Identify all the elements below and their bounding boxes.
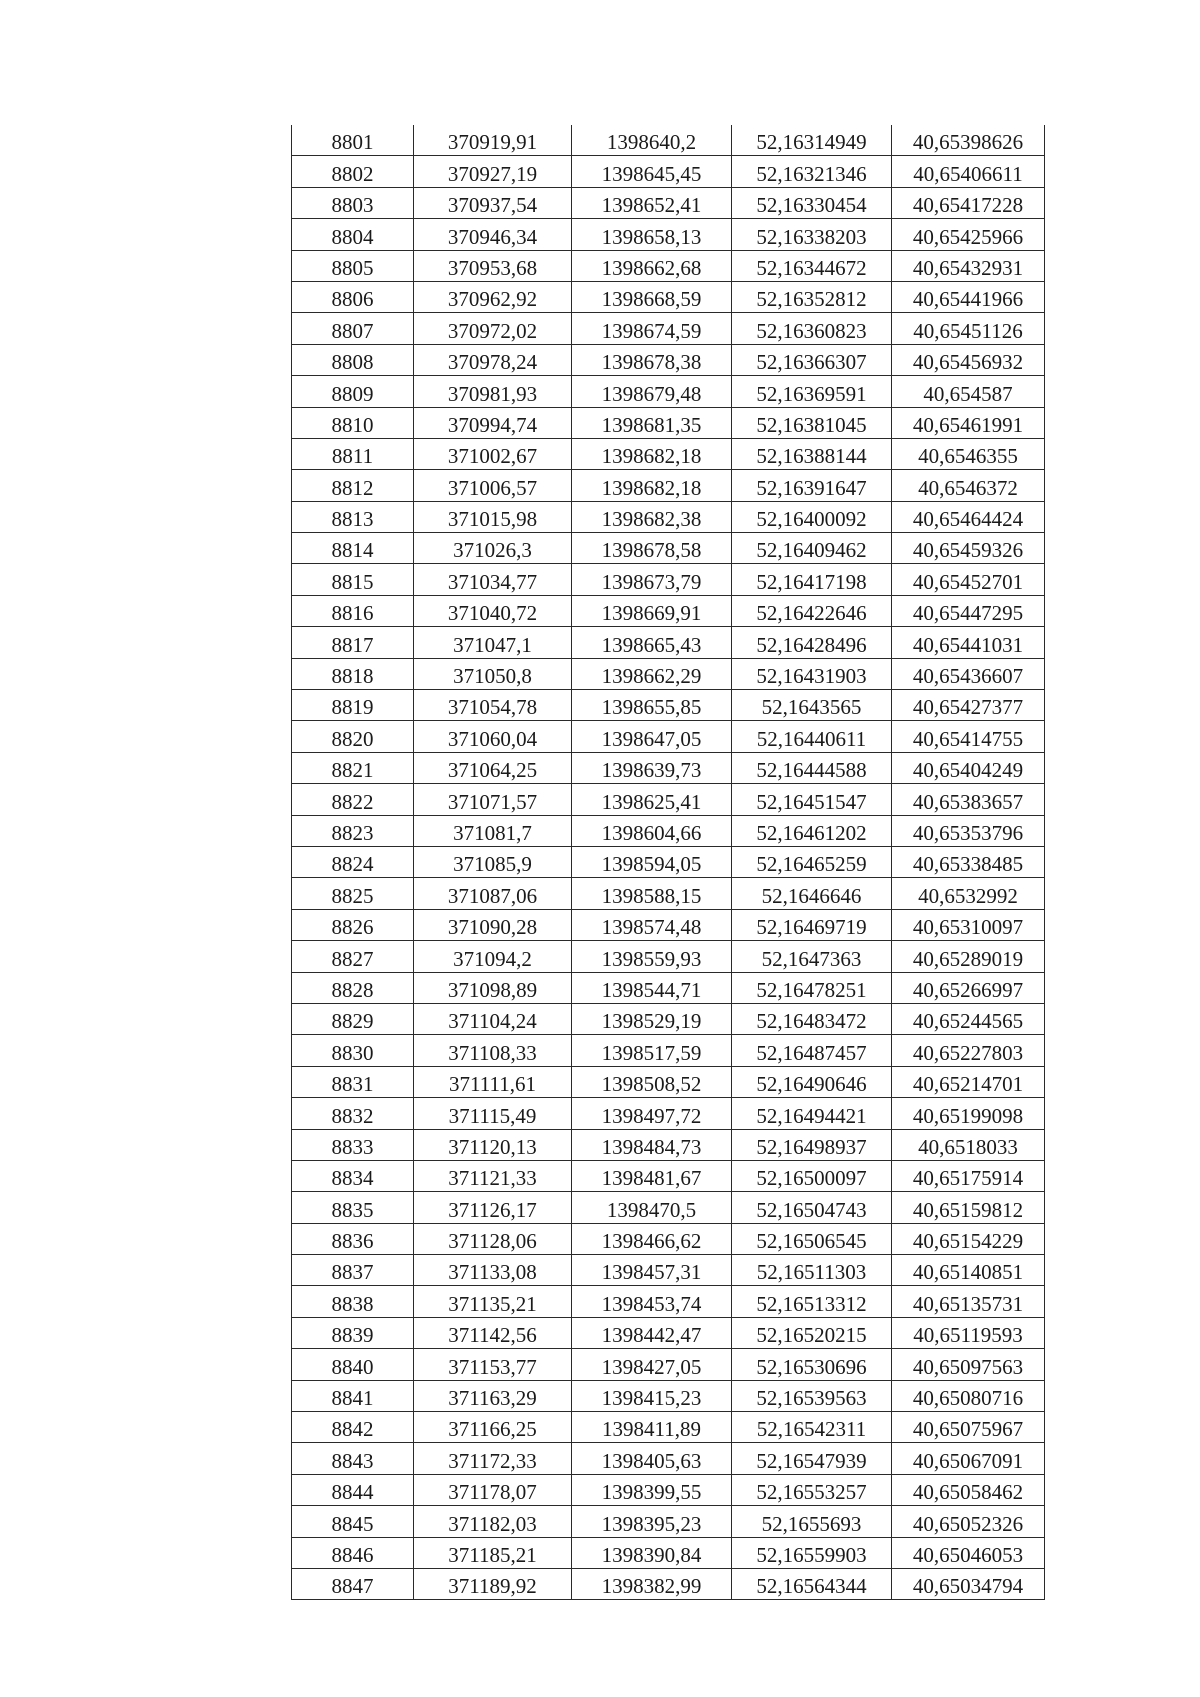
table-row [292, 156, 1045, 187]
longitude-cell: 40,65461991 [892, 407, 1045, 438]
latitude-cell: 52,16440611 [732, 721, 892, 752]
point-number-cell: 8842 [292, 1412, 414, 1443]
longitude-cell: 40,65404249 [892, 752, 1045, 783]
coordinates-table-body [292, 125, 1045, 1600]
point-number-cell: 8820 [292, 721, 414, 752]
x-coordinate-cell: 371133,08 [414, 1255, 572, 1286]
x-coordinate-cell: 371128,06 [414, 1223, 572, 1254]
longitude-cell: 40,6518033 [892, 1129, 1045, 1160]
x-coordinate-cell: 371064,25 [414, 752, 572, 783]
point-number-cell: 8810 [292, 407, 414, 438]
point-number-cell: 8822 [292, 784, 414, 815]
x-coordinate-cell: 371121,33 [414, 1160, 572, 1191]
point-number-cell: 8844 [292, 1474, 414, 1505]
table-row [292, 690, 1045, 721]
y-coordinate-cell: 1398470,5 [572, 1192, 732, 1223]
longitude-cell: 40,65353796 [892, 815, 1045, 846]
table-row [292, 1066, 1045, 1097]
point-number-cell: 8828 [292, 972, 414, 1003]
y-coordinate-cell: 1398544,71 [572, 972, 732, 1003]
x-coordinate-cell: 371094,2 [414, 941, 572, 972]
x-coordinate-cell: 371153,77 [414, 1349, 572, 1380]
table-row [292, 438, 1045, 469]
latitude-cell: 52,16530696 [732, 1349, 892, 1380]
longitude-cell: 40,65417228 [892, 187, 1045, 218]
latitude-cell: 52,16330454 [732, 187, 892, 218]
y-coordinate-cell: 1398662,68 [572, 250, 732, 281]
longitude-cell: 40,65447295 [892, 595, 1045, 626]
point-number-cell: 8847 [292, 1568, 414, 1599]
point-number-cell: 8819 [292, 690, 414, 721]
x-coordinate-cell: 370962,92 [414, 281, 572, 312]
y-coordinate-cell: 1398395,23 [572, 1506, 732, 1537]
x-coordinate-cell: 371006,57 [414, 470, 572, 501]
point-number-cell: 8830 [292, 1035, 414, 1066]
y-coordinate-cell: 1398457,31 [572, 1255, 732, 1286]
point-number-cell: 8833 [292, 1129, 414, 1160]
point-number-cell: 8838 [292, 1286, 414, 1317]
longitude-cell: 40,65425966 [892, 219, 1045, 250]
x-coordinate-cell: 371120,13 [414, 1129, 572, 1160]
table-row [292, 941, 1045, 972]
y-coordinate-cell: 1398529,19 [572, 1003, 732, 1034]
x-coordinate-cell: 371142,56 [414, 1317, 572, 1348]
table-row [292, 1255, 1045, 1286]
latitude-cell: 52,16542311 [732, 1412, 892, 1443]
latitude-cell: 52,1647363 [732, 941, 892, 972]
x-coordinate-cell: 371126,17 [414, 1192, 572, 1223]
longitude-cell: 40,65140851 [892, 1255, 1045, 1286]
point-number-cell: 8817 [292, 627, 414, 658]
y-coordinate-cell: 1398647,05 [572, 721, 732, 752]
longitude-cell: 40,65456932 [892, 344, 1045, 375]
point-number-cell: 8821 [292, 752, 414, 783]
longitude-cell: 40,65080716 [892, 1380, 1045, 1411]
y-coordinate-cell: 1398415,23 [572, 1380, 732, 1411]
x-coordinate-cell: 371026,3 [414, 533, 572, 564]
latitude-cell: 52,16366307 [732, 344, 892, 375]
x-coordinate-cell: 371040,72 [414, 595, 572, 626]
point-number-cell: 8824 [292, 846, 414, 877]
point-number-cell: 8805 [292, 250, 414, 281]
latitude-cell: 52,16487457 [732, 1035, 892, 1066]
latitude-cell: 52,16321346 [732, 156, 892, 187]
latitude-cell: 52,16314949 [732, 125, 892, 156]
latitude-cell: 52,16444588 [732, 752, 892, 783]
y-coordinate-cell: 1398682,18 [572, 470, 732, 501]
y-coordinate-cell: 1398681,35 [572, 407, 732, 438]
latitude-cell: 52,16520215 [732, 1317, 892, 1348]
y-coordinate-cell: 1398674,59 [572, 313, 732, 344]
y-coordinate-cell: 1398405,63 [572, 1443, 732, 1474]
point-number-cell: 8818 [292, 658, 414, 689]
point-number-cell: 8811 [292, 438, 414, 469]
x-coordinate-cell: 371050,8 [414, 658, 572, 689]
table-row [292, 1129, 1045, 1160]
point-number-cell: 8816 [292, 595, 414, 626]
table-row [292, 1035, 1045, 1066]
table-row [292, 1537, 1045, 1568]
longitude-cell: 40,65119593 [892, 1317, 1045, 1348]
latitude-cell: 52,16461202 [732, 815, 892, 846]
point-number-cell: 8808 [292, 344, 414, 375]
point-number-cell: 8832 [292, 1098, 414, 1129]
latitude-cell: 52,16391647 [732, 470, 892, 501]
y-coordinate-cell: 1398559,93 [572, 941, 732, 972]
table-row [292, 1003, 1045, 1034]
latitude-cell: 52,16422646 [732, 595, 892, 626]
longitude-cell: 40,65451126 [892, 313, 1045, 344]
y-coordinate-cell: 1398481,67 [572, 1160, 732, 1191]
longitude-cell: 40,65075967 [892, 1412, 1045, 1443]
latitude-cell: 52,16344672 [732, 250, 892, 281]
latitude-cell: 52,16547939 [732, 1443, 892, 1474]
x-coordinate-cell: 371015,98 [414, 501, 572, 532]
longitude-cell: 40,65097563 [892, 1349, 1045, 1380]
table-row [292, 470, 1045, 501]
point-number-cell: 8812 [292, 470, 414, 501]
x-coordinate-cell: 371189,92 [414, 1568, 572, 1599]
point-number-cell: 8807 [292, 313, 414, 344]
longitude-cell: 40,6532992 [892, 878, 1045, 909]
table-row [292, 1506, 1045, 1537]
table-row [292, 752, 1045, 783]
longitude-cell: 40,65464424 [892, 501, 1045, 532]
y-coordinate-cell: 1398442,47 [572, 1317, 732, 1348]
x-coordinate-cell: 371185,21 [414, 1537, 572, 1568]
longitude-cell: 40,65154229 [892, 1223, 1045, 1254]
latitude-cell: 52,16553257 [732, 1474, 892, 1505]
table-row [292, 878, 1045, 909]
y-coordinate-cell: 1398517,59 [572, 1035, 732, 1066]
x-coordinate-cell: 370937,54 [414, 187, 572, 218]
longitude-cell: 40,65199098 [892, 1098, 1045, 1129]
longitude-cell: 40,65414755 [892, 721, 1045, 752]
x-coordinate-cell: 371104,24 [414, 1003, 572, 1034]
x-coordinate-cell: 370981,93 [414, 376, 572, 407]
latitude-cell: 52,16500097 [732, 1160, 892, 1191]
latitude-cell: 52,16338203 [732, 219, 892, 250]
y-coordinate-cell: 1398678,38 [572, 344, 732, 375]
y-coordinate-cell: 1398678,58 [572, 533, 732, 564]
table-row [292, 250, 1045, 281]
longitude-cell: 40,65289019 [892, 941, 1045, 972]
point-number-cell: 8837 [292, 1255, 414, 1286]
latitude-cell: 52,16506545 [732, 1223, 892, 1254]
x-coordinate-cell: 370946,34 [414, 219, 572, 250]
longitude-cell: 40,65441031 [892, 627, 1045, 658]
latitude-cell: 52,1655693 [732, 1506, 892, 1537]
longitude-cell: 40,65266997 [892, 972, 1045, 1003]
longitude-cell: 40,65135731 [892, 1286, 1045, 1317]
y-coordinate-cell: 1398645,45 [572, 156, 732, 187]
x-coordinate-cell: 370994,74 [414, 407, 572, 438]
y-coordinate-cell: 1398669,91 [572, 595, 732, 626]
longitude-cell: 40,65427377 [892, 690, 1045, 721]
table-row [292, 1192, 1045, 1223]
point-number-cell: 8835 [292, 1192, 414, 1223]
table-row [292, 1098, 1045, 1129]
table-row [292, 344, 1045, 375]
longitude-cell: 40,65310097 [892, 909, 1045, 940]
table-row [292, 281, 1045, 312]
y-coordinate-cell: 1398655,85 [572, 690, 732, 721]
x-coordinate-cell: 370953,68 [414, 250, 572, 281]
x-coordinate-cell: 370972,02 [414, 313, 572, 344]
longitude-cell: 40,65452701 [892, 564, 1045, 595]
y-coordinate-cell: 1398665,43 [572, 627, 732, 658]
x-coordinate-cell: 371163,29 [414, 1380, 572, 1411]
latitude-cell: 52,16483472 [732, 1003, 892, 1034]
y-coordinate-cell: 1398594,05 [572, 846, 732, 877]
latitude-cell: 52,16388144 [732, 438, 892, 469]
point-number-cell: 8845 [292, 1506, 414, 1537]
y-coordinate-cell: 1398673,79 [572, 564, 732, 595]
longitude-cell: 40,6546355 [892, 438, 1045, 469]
y-coordinate-cell: 1398399,55 [572, 1474, 732, 1505]
latitude-cell: 52,16478251 [732, 972, 892, 1003]
y-coordinate-cell: 1398411,89 [572, 1412, 732, 1443]
x-coordinate-cell: 370978,24 [414, 344, 572, 375]
point-number-cell: 8803 [292, 187, 414, 218]
longitude-cell: 40,65459326 [892, 533, 1045, 564]
longitude-cell: 40,65067091 [892, 1443, 1045, 1474]
point-number-cell: 8826 [292, 909, 414, 940]
y-coordinate-cell: 1398682,38 [572, 501, 732, 532]
latitude-cell: 52,16417198 [732, 564, 892, 595]
longitude-cell: 40,65398626 [892, 125, 1045, 156]
y-coordinate-cell: 1398508,52 [572, 1066, 732, 1097]
coordinates-table [291, 125, 1045, 1600]
y-coordinate-cell: 1398679,48 [572, 376, 732, 407]
latitude-cell: 52,16494421 [732, 1098, 892, 1129]
table-row [292, 815, 1045, 846]
longitude-cell: 40,65052326 [892, 1506, 1045, 1537]
y-coordinate-cell: 1398466,62 [572, 1223, 732, 1254]
latitude-cell: 52,16400092 [732, 501, 892, 532]
table-row [292, 595, 1045, 626]
x-coordinate-cell: 371111,61 [414, 1066, 572, 1097]
x-coordinate-cell: 371087,06 [414, 878, 572, 909]
point-number-cell: 8831 [292, 1066, 414, 1097]
table-row [292, 1380, 1045, 1411]
y-coordinate-cell: 1398640,2 [572, 125, 732, 156]
latitude-cell: 52,16369591 [732, 376, 892, 407]
point-number-cell: 8802 [292, 156, 414, 187]
point-number-cell: 8815 [292, 564, 414, 595]
table-row [292, 784, 1045, 815]
longitude-cell: 40,65338485 [892, 846, 1045, 877]
longitude-cell: 40,6546372 [892, 470, 1045, 501]
y-coordinate-cell: 1398588,15 [572, 878, 732, 909]
y-coordinate-cell: 1398574,48 [572, 909, 732, 940]
point-number-cell: 8823 [292, 815, 414, 846]
y-coordinate-cell: 1398497,72 [572, 1098, 732, 1129]
latitude-cell: 52,16469719 [732, 909, 892, 940]
longitude-cell: 40,65227803 [892, 1035, 1045, 1066]
longitude-cell: 40,65436607 [892, 658, 1045, 689]
latitude-cell: 52,16504743 [732, 1192, 892, 1223]
point-number-cell: 8804 [292, 219, 414, 250]
latitude-cell: 52,1643565 [732, 690, 892, 721]
x-coordinate-cell: 371172,33 [414, 1443, 572, 1474]
y-coordinate-cell: 1398604,66 [572, 815, 732, 846]
table-row [292, 658, 1045, 689]
latitude-cell: 52,16511303 [732, 1255, 892, 1286]
y-coordinate-cell: 1398427,05 [572, 1349, 732, 1380]
x-coordinate-cell: 371054,78 [414, 690, 572, 721]
table-row [292, 846, 1045, 877]
latitude-cell: 52,16539563 [732, 1380, 892, 1411]
x-coordinate-cell: 371182,03 [414, 1506, 572, 1537]
table-row [292, 909, 1045, 940]
table-row [292, 376, 1045, 407]
x-coordinate-cell: 371047,1 [414, 627, 572, 658]
point-number-cell: 8825 [292, 878, 414, 909]
longitude-cell: 40,65441966 [892, 281, 1045, 312]
x-coordinate-cell: 371115,49 [414, 1098, 572, 1129]
y-coordinate-cell: 1398382,99 [572, 1568, 732, 1599]
latitude-cell: 52,16409462 [732, 533, 892, 564]
table-row [292, 1317, 1045, 1348]
y-coordinate-cell: 1398453,74 [572, 1286, 732, 1317]
latitude-cell: 52,16451547 [732, 784, 892, 815]
table-row [292, 1349, 1045, 1380]
table-row [292, 972, 1045, 1003]
table-row [292, 407, 1045, 438]
point-number-cell: 8841 [292, 1380, 414, 1411]
x-coordinate-cell: 371081,7 [414, 815, 572, 846]
latitude-cell: 52,16381045 [732, 407, 892, 438]
x-coordinate-cell: 371090,28 [414, 909, 572, 940]
table-row [292, 627, 1045, 658]
y-coordinate-cell: 1398639,73 [572, 752, 732, 783]
x-coordinate-cell: 371085,9 [414, 846, 572, 877]
point-number-cell: 8834 [292, 1160, 414, 1191]
x-coordinate-cell: 371002,67 [414, 438, 572, 469]
table-row [292, 564, 1045, 595]
y-coordinate-cell: 1398682,18 [572, 438, 732, 469]
latitude-cell: 52,16490646 [732, 1066, 892, 1097]
point-number-cell: 8836 [292, 1223, 414, 1254]
longitude-cell: 40,65244565 [892, 1003, 1045, 1034]
longitude-cell: 40,65034794 [892, 1568, 1045, 1599]
x-coordinate-cell: 371166,25 [414, 1412, 572, 1443]
longitude-cell: 40,65159812 [892, 1192, 1045, 1223]
table-row [292, 125, 1045, 156]
latitude-cell: 52,16360823 [732, 313, 892, 344]
latitude-cell: 52,16513312 [732, 1286, 892, 1317]
x-coordinate-cell: 370919,91 [414, 125, 572, 156]
point-number-cell: 8827 [292, 941, 414, 972]
point-number-cell: 8809 [292, 376, 414, 407]
x-coordinate-cell: 371071,57 [414, 784, 572, 815]
point-number-cell: 8843 [292, 1443, 414, 1474]
point-number-cell: 8813 [292, 501, 414, 532]
longitude-cell: 40,65175914 [892, 1160, 1045, 1191]
x-coordinate-cell: 371178,07 [414, 1474, 572, 1505]
y-coordinate-cell: 1398658,13 [572, 219, 732, 250]
point-number-cell: 8806 [292, 281, 414, 312]
x-coordinate-cell: 371060,04 [414, 721, 572, 752]
point-number-cell: 8840 [292, 1349, 414, 1380]
point-number-cell: 8839 [292, 1317, 414, 1348]
table-row [292, 501, 1045, 532]
longitude-cell: 40,65214701 [892, 1066, 1045, 1097]
table-row [292, 1568, 1045, 1599]
table-row [292, 721, 1045, 752]
longitude-cell: 40,65406611 [892, 156, 1045, 187]
table-row [292, 1412, 1045, 1443]
latitude-cell: 52,16431903 [732, 658, 892, 689]
y-coordinate-cell: 1398652,41 [572, 187, 732, 218]
y-coordinate-cell: 1398484,73 [572, 1129, 732, 1160]
y-coordinate-cell: 1398390,84 [572, 1537, 732, 1568]
longitude-cell: 40,654587 [892, 376, 1045, 407]
x-coordinate-cell: 371108,33 [414, 1035, 572, 1066]
table-row [292, 313, 1045, 344]
table-row [292, 1223, 1045, 1254]
x-coordinate-cell: 371135,21 [414, 1286, 572, 1317]
longitude-cell: 40,65432931 [892, 250, 1045, 281]
table-row [292, 219, 1045, 250]
y-coordinate-cell: 1398625,41 [572, 784, 732, 815]
longitude-cell: 40,65383657 [892, 784, 1045, 815]
latitude-cell: 52,16564344 [732, 1568, 892, 1599]
latitude-cell: 52,16465259 [732, 846, 892, 877]
y-coordinate-cell: 1398662,29 [572, 658, 732, 689]
latitude-cell: 52,1646646 [732, 878, 892, 909]
x-coordinate-cell: 370927,19 [414, 156, 572, 187]
table-row [292, 533, 1045, 564]
latitude-cell: 52,16352812 [732, 281, 892, 312]
longitude-cell: 40,65046053 [892, 1537, 1045, 1568]
point-number-cell: 8814 [292, 533, 414, 564]
latitude-cell: 52,16559903 [732, 1537, 892, 1568]
y-coordinate-cell: 1398668,59 [572, 281, 732, 312]
latitude-cell: 52,16428496 [732, 627, 892, 658]
longitude-cell: 40,65058462 [892, 1474, 1045, 1505]
table-row [292, 1286, 1045, 1317]
x-coordinate-cell: 371034,77 [414, 564, 572, 595]
table-row [292, 187, 1045, 218]
point-number-cell: 8829 [292, 1003, 414, 1034]
latitude-cell: 52,16498937 [732, 1129, 892, 1160]
table-row [292, 1160, 1045, 1191]
point-number-cell: 8801 [292, 125, 414, 156]
point-number-cell: 8846 [292, 1537, 414, 1568]
x-coordinate-cell: 371098,89 [414, 972, 572, 1003]
table-row [292, 1474, 1045, 1505]
table-row [292, 1443, 1045, 1474]
